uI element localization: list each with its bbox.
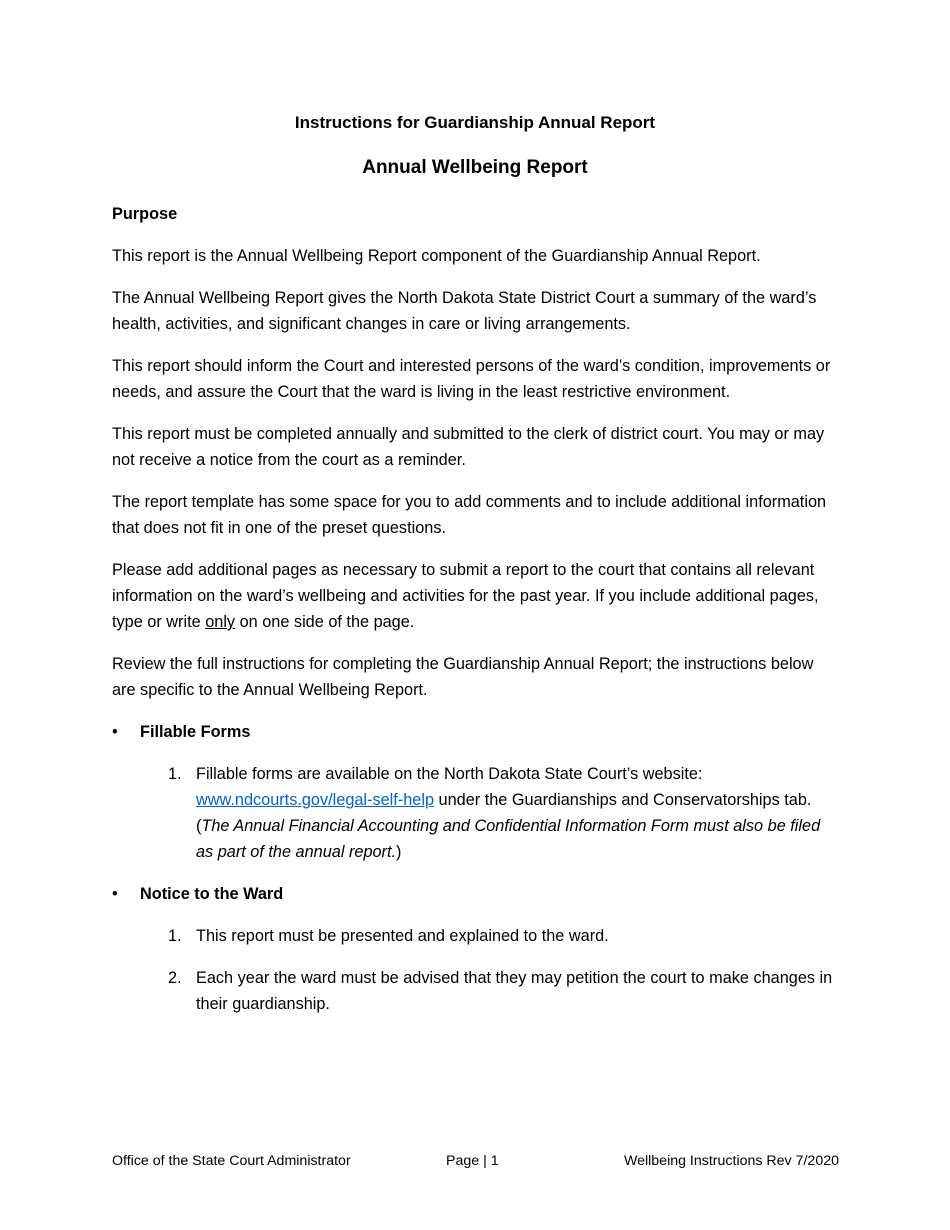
legal-self-help-link[interactable]: www.ndcourts.gov/legal-self-help bbox=[196, 791, 435, 809]
list-item-close-paren: ) bbox=[396, 843, 402, 861]
purpose-heading: Purpose bbox=[112, 205, 178, 223]
list-item-text: This report must be presented and explained to the ward. bbox=[196, 927, 609, 945]
bullet-icon: • bbox=[112, 723, 118, 741]
paragraph-3: This report should inform the Court and interested persons of the ward’s condition, improvements or needs, and assure the Court that the ward is living in the least restrictive environment. bbox=[112, 357, 831, 401]
fillable-forms-list bbox=[112, 761, 840, 865]
notice-list bbox=[112, 923, 840, 1017]
document-title: Instructions for Guardianship Annual Report bbox=[294, 113, 656, 132]
footer-office: Office of the State Court Administrator bbox=[112, 1153, 351, 1169]
list-item bbox=[112, 761, 840, 865]
list-item-number: 2. bbox=[168, 969, 182, 987]
list-item bbox=[112, 965, 840, 1017]
paragraph-6-text-b: on one side of the page. bbox=[235, 613, 415, 631]
document-subtitle: Annual Wellbeing Report bbox=[362, 157, 588, 178]
fillable-forms-heading: Fillable Forms bbox=[140, 723, 251, 741]
notice-to-ward-heading: Notice to the Ward bbox=[140, 885, 284, 903]
bullet-icon: • bbox=[112, 885, 118, 903]
page-footer bbox=[112, 1153, 839, 1173]
section-fillable-forms bbox=[112, 719, 840, 745]
underlined-only: only bbox=[205, 613, 236, 631]
list-item-number: 1. bbox=[168, 927, 182, 945]
document-body bbox=[112, 201, 840, 1033]
footer-revision: Wellbeing Instructions Rev 7/2020 bbox=[623, 1153, 839, 1169]
paragraph-1: This report is the Annual Wellbeing Report component of the Guardianship Annual Report. bbox=[112, 247, 761, 265]
paragraph-4: This report must be completed annually and submitted to the clerk of district court. You may or may not receive a notice from the court as a reminder. bbox=[112, 425, 825, 469]
list-item bbox=[112, 923, 840, 949]
list-item-text: Each year the ward must be advised that they may petition the court to make changes in their guardianship. bbox=[196, 969, 833, 1013]
paragraph-2: The Annual Wellbeing Report gives the North Dakota State District Court a summary of the ward’s health, activities, and significant changes in care or living arrangements. bbox=[112, 289, 817, 333]
paragraph-6-text-a: Please add additional pages as necessary to submit a report to the court that contains all relevant information on the ward’s wellbeing and activities for the past year. If you include additional pages, type or write bbox=[112, 561, 819, 631]
list-item-text: Fillable forms are available on the North Dakota State Court’s website: bbox=[196, 765, 703, 783]
paragraph-6 bbox=[112, 557, 840, 635]
list-item-italic-note: The Annual Financial Accounting and Confidential Information Form must also be filed as part of the annual report. bbox=[196, 817, 821, 861]
paragraph-7: Review the full instructions for completing the Guardianship Annual Report; the instructions below are specific to the Annual Wellbeing Report. bbox=[112, 655, 814, 699]
list-item-text-cont: under the Guardianships and Conservatorships tab. ( bbox=[196, 791, 812, 835]
footer-page-number: Page | 1 bbox=[446, 1153, 499, 1169]
list-item-number: 1. bbox=[168, 765, 182, 783]
section-notice-to-ward bbox=[112, 881, 840, 907]
paragraph-5: The report template has some space for you to add comments and to include additional information that does not fit in one of the preset questions. bbox=[112, 493, 827, 537]
